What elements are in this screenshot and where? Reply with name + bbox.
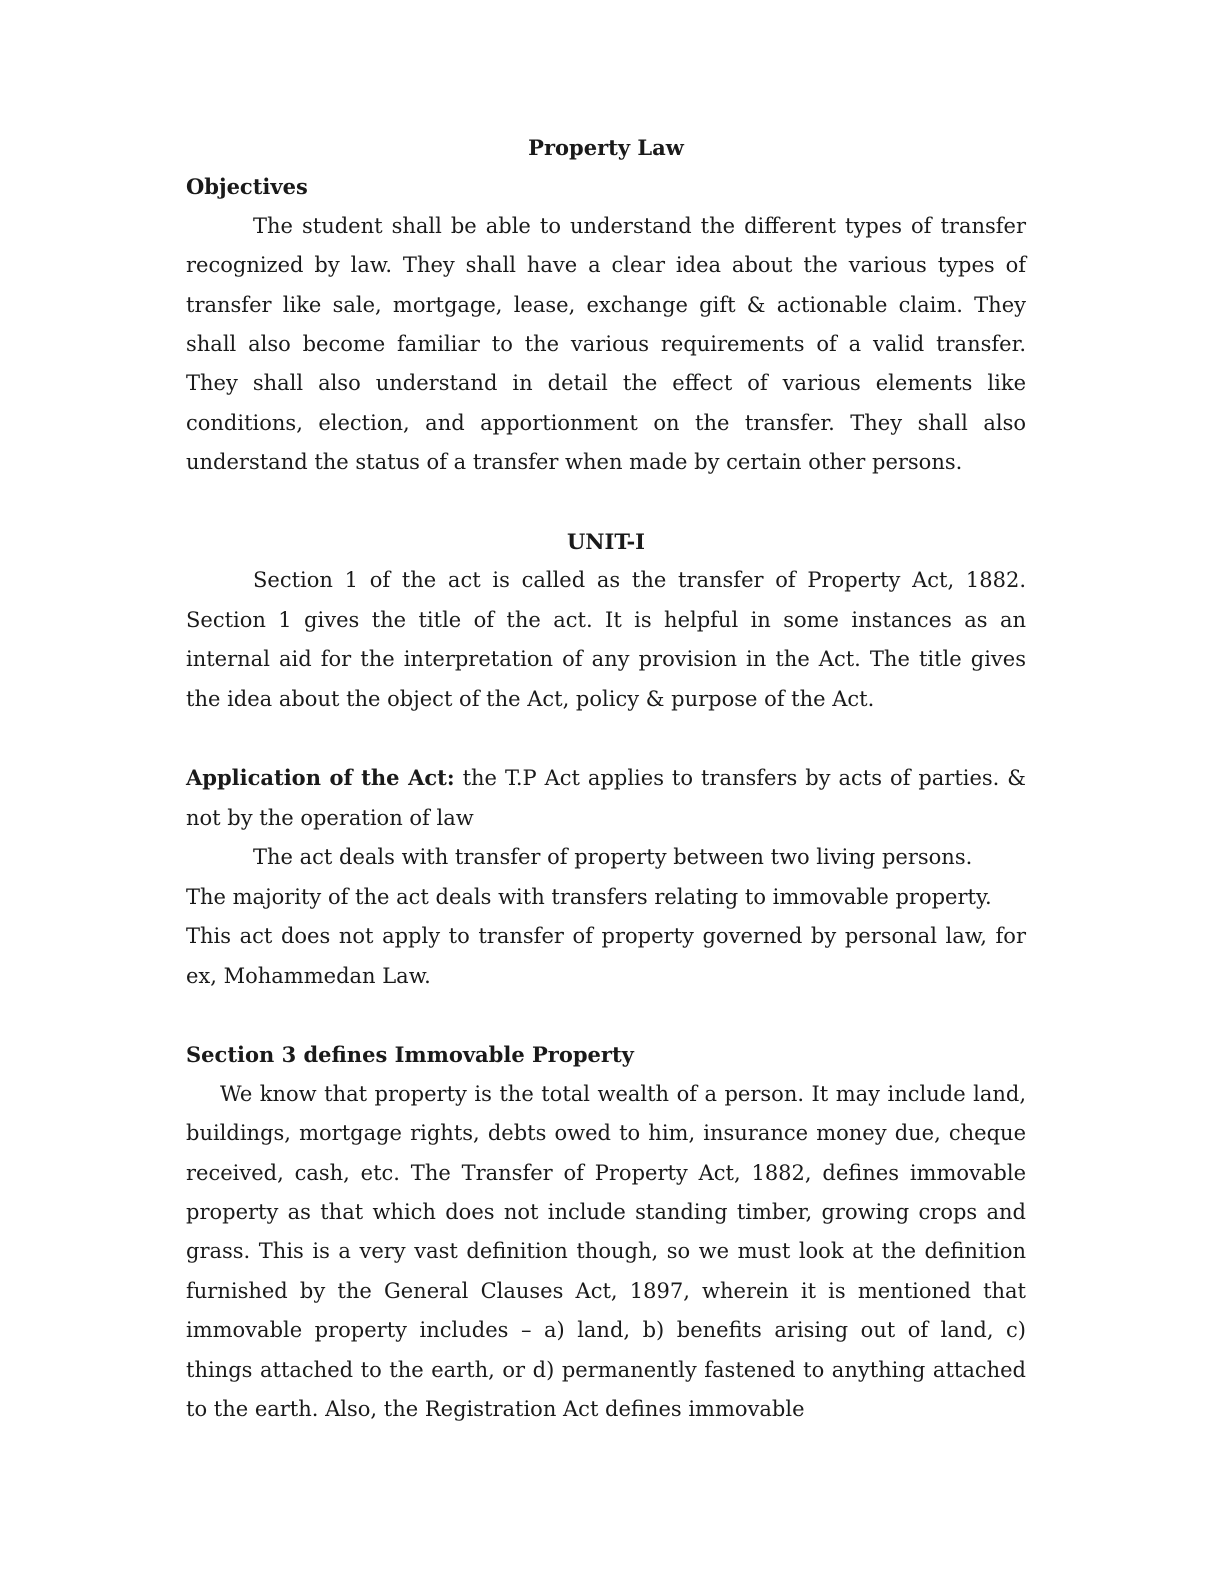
- objectives-paragraph: The student shall be able to understand the different types of transfer recognized by law. They shall have a clear idea about the various types of transfer like sale, mortgage, lease, exchange gift & actionable claim. They shall also become familiar to the various requirements of a valid transfer. They shall also understand in detail the effect of various elements like conditions, election, and apportionment on the transfer. They shall also understand the status of a transfer when made by certain other persons.: [186, 213, 1026, 475]
- spacer: [186, 719, 1026, 758]
- application-label: Application of the Act:: [186, 765, 455, 791]
- application-line-1: The act deals with transfer of property between two living persons.: [253, 845, 973, 870]
- spacer: [186, 996, 1026, 1035]
- document-page: [186, 128, 1026, 1429]
- section3-paragraph: We know that property is the total wealth of a person. It may include land, buildings, mortgage rights, debts owed to him, insurance money due, cheque received, cash, etc. The Transfer of Property Act, 1882, defines immovable property as that which does not include standing timber, growing crops and grass. This is a very vast definition though, so we must look at the definition furnished by the General Clauses Act, 1897, wherein it is mentioned that immovable property includes – a) land, b) benefits arising out of land, c) things attached to the earth, or d) permanently fastened to anything attached to the earth. Also, the Registration Act defines immovable: [186, 1081, 1026, 1421]
- section3-heading: Section 3 defines Immovable Property: [186, 1042, 634, 1068]
- objectives-heading: Objectives: [186, 174, 308, 200]
- application-line-2: The majority of the act deals with transfers relating to immovable property.: [186, 884, 992, 909]
- spacer: [186, 483, 1026, 522]
- application-line-3: This act does not apply to transfer of property governed by personal law, for ex, Mohammedan Law.: [186, 924, 1026, 988]
- application-text: the T.P Act applies to transfers by acts of parties. & not by the operation of law: [186, 766, 1026, 830]
- document-title: Property Law: [528, 135, 684, 160]
- unit-heading: UNIT-I: [566, 529, 646, 555]
- application-paragraph: [186, 758, 1026, 838]
- unit-paragraph: Section 1 of the act is called as the transfer of Property Act, 1882. Section 1 gives the title of the act. It is helpful in some instances as an internal aid for the interpretation of any provision in the Act. The title gives the idea about the object of the Act, policy & purpose of the Act.: [186, 568, 1026, 711]
